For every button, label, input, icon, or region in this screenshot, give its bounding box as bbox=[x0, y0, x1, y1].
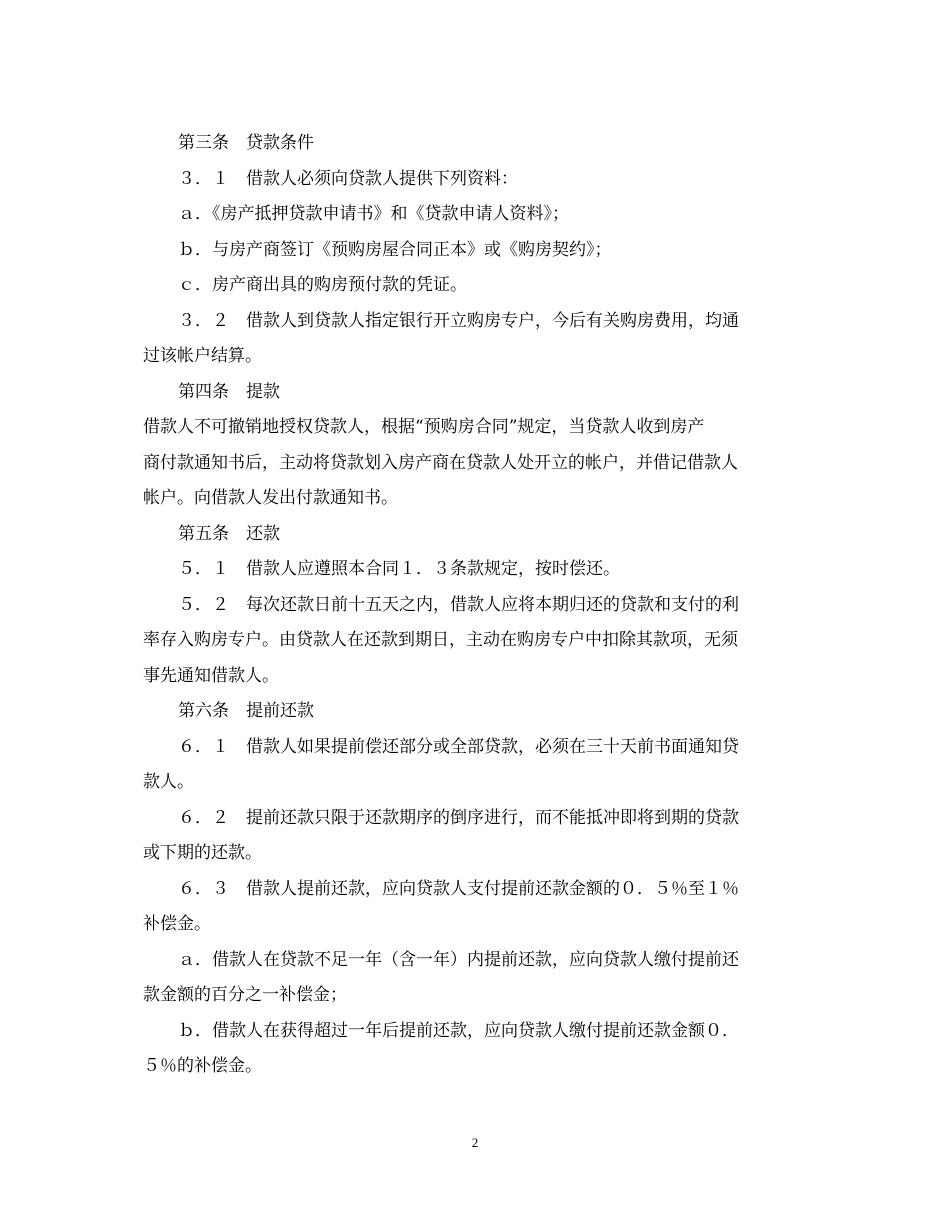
article-heading: 第四条 提款 bbox=[178, 381, 280, 402]
document-body bbox=[143, 126, 803, 1085]
article-heading: 第五条 还款 bbox=[178, 523, 280, 544]
paragraph-line: ３．２ 借款人到贷款人指定银行开立购房专户，今后有关购房费用，均通 bbox=[178, 310, 739, 331]
article-heading: 第六条 提前还款 bbox=[178, 701, 314, 721]
paragraph-line: ｃ．房产商出具的购房预付款的凭证。 bbox=[178, 275, 467, 295]
paragraph-line: 补偿金。 bbox=[143, 914, 211, 934]
article-heading: 第三条 贷款条件 bbox=[178, 133, 314, 153]
paragraph-line: 率存入购房专户。由贷款人在还款到期日，主动在购房专户中扣除其款项，无须 bbox=[143, 630, 738, 650]
paragraph-line: ５．１ 借款人应遵照本合同１．３条款规定，按时偿还。 bbox=[178, 559, 620, 579]
paragraph-line: 款金额的百分之一补偿金； bbox=[143, 985, 347, 1005]
paragraph-line: 帐户。向借款人发出付款通知书。 bbox=[143, 488, 398, 508]
paragraph-line: 借款人不可撤销地授权贷款人，根据“预购房合同”规定，当贷款人收到房产 bbox=[143, 417, 705, 437]
paragraph-line: 或下期的还款。 bbox=[143, 843, 262, 863]
paragraph-line: 款人。 bbox=[143, 772, 194, 792]
paragraph-line: ６．１ 借款人如果提前偿还部分或全部贷款，必须在三十天前书面通知贷 bbox=[178, 736, 739, 757]
paragraph-line: 过该帐户结算。 bbox=[143, 346, 262, 366]
paragraph-line: ６．３ 借款人提前还款，应向贷款人支付提前还款金额的０．５％至１％ bbox=[178, 878, 739, 899]
paragraph-line: ｂ．借款人在获得超过一年后提前还款，应向贷款人缴付提前还款金额０． bbox=[178, 1020, 739, 1041]
paragraph-line: 商付款通知书后，主动将贷款划入房产商在贷款人处开立的帐户，并借记借款人 bbox=[143, 452, 738, 473]
paragraph-line: ６．２ 提前还款只限于还款期序的倒序进行，而不能抵冲即将到期的贷款 bbox=[178, 807, 739, 828]
paragraph-line: ｂ．与房产商签订《预购房屋合同正本》或《购房契约》； bbox=[178, 239, 612, 260]
page-number: 2 bbox=[471, 1135, 479, 1150]
paragraph-line: ａ．借款人在贷款不足一年（含一年）内提前还款，应向贷款人缴付提前还 bbox=[178, 949, 739, 970]
paragraph-line: ５％的补偿金。 bbox=[143, 1056, 262, 1076]
paragraph-line: ａ．《房产抵押贷款申请书》和《贷款申请人资料》； bbox=[178, 204, 569, 224]
paragraph-line: ３．１ 借款人必须向贷款人提供下列资料： bbox=[178, 168, 518, 189]
paragraph-line: 事先通知借款人。 bbox=[143, 665, 279, 686]
paragraph-line: ５．２ 每次还款日前十五天之内，借款人应将本期归还的贷款和支付的利 bbox=[178, 594, 739, 615]
